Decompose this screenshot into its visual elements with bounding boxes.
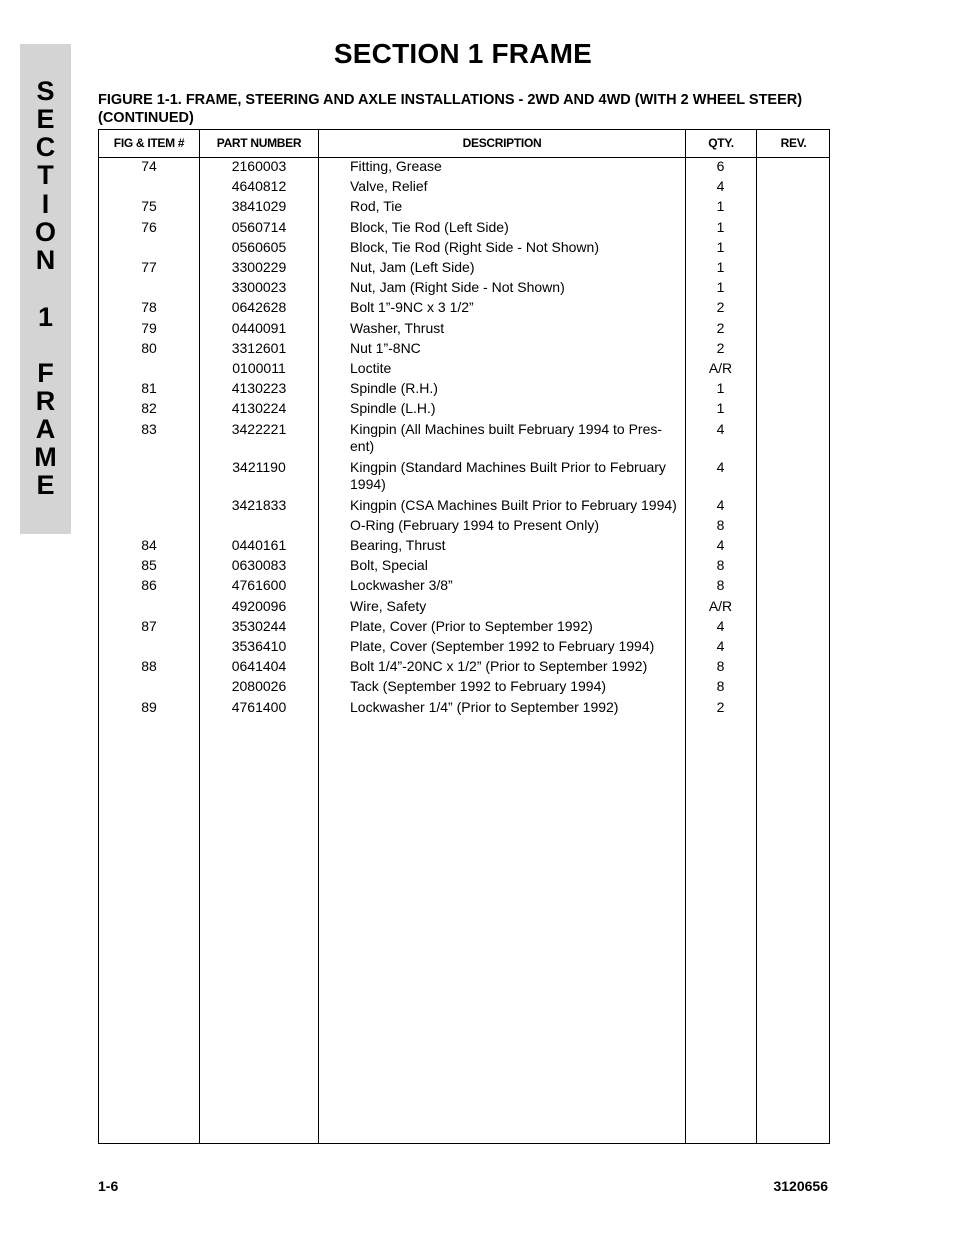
description-cell: Wire, Safety — [350, 597, 427, 614]
fig-item-cell: 78 — [141, 299, 157, 316]
part-number-cell: 4920096 — [231, 597, 287, 614]
part-number-cell: 3536410 — [231, 638, 287, 654]
qty-cell: 4 — [716, 458, 725, 475]
side-tab-letter: N — [35, 245, 56, 275]
side-tab-letter: C — [35, 132, 56, 162]
description-line: Kingpin (Standard Machines Built Prior to February — [350, 458, 666, 475]
description-cell: Bearing, Thrust — [350, 537, 446, 553]
qty-cell: 8 — [716, 678, 725, 695]
part-number-cell: 4761600 — [231, 577, 287, 594]
description-cell: Bolt, Special — [350, 557, 428, 574]
page-title: SECTION 1 FRAME — [333, 38, 593, 69]
qty-cell: 1 — [716, 218, 725, 235]
fig-item-cell: 74 — [141, 158, 157, 174]
description-cell: Nut, Jam (Left Side) — [350, 259, 475, 275]
description-cell: Fitting, Grease — [350, 158, 442, 174]
part-number-cell: 0560714 — [231, 218, 287, 235]
part-number-cell: 0641404 — [231, 658, 287, 675]
qty-cell: 4 — [716, 496, 725, 513]
fig-item-cell: 76 — [141, 218, 157, 235]
description-line: 1994) — [350, 475, 386, 492]
qty-cell: 1 — [716, 259, 725, 275]
part-number-cell: 2160003 — [231, 158, 287, 174]
part-number-cell: 0560605 — [231, 238, 287, 255]
description-cell: Spindle (L.H.) — [350, 400, 436, 417]
fig-item-cell: 86 — [141, 577, 157, 594]
qty-cell: 2 — [716, 339, 725, 356]
fig-item-cell: 80 — [141, 339, 157, 356]
qty-cell: 8 — [716, 516, 725, 533]
part-number-cell: 4761400 — [231, 698, 287, 715]
header-rev: REV. — [780, 136, 807, 150]
side-tab-letter: F — [37, 358, 54, 388]
fig-item-cell: 89 — [141, 698, 157, 715]
column-divider — [318, 130, 319, 1143]
part-number-cell: 4130223 — [231, 380, 287, 397]
part-number-cell: 3312601 — [231, 339, 287, 356]
fig-item-cell: 88 — [141, 658, 157, 675]
qty-cell: 1 — [716, 238, 725, 255]
fig-item-cell: 87 — [141, 617, 157, 634]
description-cell: Bolt 1/4”-20NC x 1/2” (Prior to September 1992) — [350, 658, 648, 675]
part-number-cell: 3421190 — [232, 458, 286, 475]
fig-item-cell: 77 — [141, 259, 157, 275]
description-cell: Valve, Relief — [350, 178, 428, 195]
qty-cell: 4 — [716, 537, 725, 553]
qty-cell: 4 — [716, 420, 725, 437]
header-part-number: PART NUMBER — [216, 136, 302, 150]
description-cell: Washer, Thrust — [350, 319, 445, 336]
description-cell: Block, Tie Rod (Right Side - Not Shown) — [350, 238, 599, 255]
description-cell: Nut 1”-8NC — [350, 339, 421, 356]
fig-item-cell: 85 — [141, 557, 157, 574]
qty-cell: 4 — [716, 617, 725, 634]
qty-cell: 2 — [716, 299, 725, 316]
fig-item-cell: 79 — [141, 319, 157, 336]
figure-title: FIGURE 1-1. FRAME, STEERING AND AXLE INSTALLATIONS - 2WD AND 4WD (WITH 2 WHEEL STEER) (CONTINUED) — [98, 92, 803, 126]
qty-cell: 8 — [716, 577, 725, 594]
description-cell: Loctite — [350, 360, 392, 376]
section-side-tab — [20, 44, 71, 534]
side-tab-letter: A — [35, 414, 56, 444]
qty-cell: 1 — [716, 198, 725, 215]
fig-item-cell: 82 — [141, 400, 157, 417]
qty-cell: 1 — [716, 380, 725, 397]
side-tab-letter: E — [36, 470, 55, 500]
part-number-cell: 0440161 — [231, 537, 287, 553]
description-cell: Spindle (R.H.) — [350, 380, 438, 397]
part-number-cell: 4130224 — [231, 400, 287, 417]
description-cell: Plate, Cover (September 1992 to February 1994) — [350, 638, 655, 654]
qty-cell: 2 — [716, 698, 725, 715]
page-number: 1-6 — [98, 1178, 119, 1194]
side-tab-letter: T — [37, 160, 54, 190]
part-number-cell: 3422221 — [231, 420, 287, 437]
side-tab-letter: R — [35, 386, 56, 416]
description-cell: Lockwasher 3/8” — [350, 577, 453, 594]
qty-cell: 8 — [716, 557, 725, 574]
description-line: Kingpin (All Machines built February 1994 to Pres- — [350, 420, 663, 437]
part-number-cell: 3530244 — [231, 617, 287, 634]
description-cell: Bolt 1”-9NC x 3 1/2” — [350, 299, 474, 316]
side-tab-letter: I — [41, 189, 50, 219]
part-number-cell: 3421833 — [231, 496, 287, 513]
description-cell: Rod, Tie — [350, 198, 403, 215]
part-number-cell: 0630083 — [231, 557, 287, 574]
part-number-cell: 0642628 — [231, 299, 287, 316]
part-number-cell: 3300229 — [231, 259, 287, 275]
description-cell — [350, 421, 685, 455]
header-description: DESCRIPTION — [462, 136, 542, 150]
qty-cell: 4 — [716, 178, 725, 195]
qty-cell: 2 — [716, 319, 725, 336]
parts-table — [98, 129, 830, 1144]
description-cell: O-Ring (February 1994 to Present Only) — [350, 516, 599, 533]
qty-cell: 6 — [716, 158, 725, 174]
description-cell: Kingpin (CSA Machines Built Prior to February 1994) — [350, 496, 677, 513]
description-cell: Tack (September 1992 to February 1994) — [350, 678, 607, 695]
column-divider — [756, 130, 757, 1143]
part-number-cell: 4640812 — [231, 178, 287, 195]
description-cell: Lockwasher 1/4” (Prior to September 1992) — [350, 698, 619, 715]
side-tab-letter: S — [36, 76, 55, 106]
fig-item-cell: 83 — [141, 420, 157, 437]
side-tab-letter: E — [36, 104, 55, 134]
side-tab-letter: O — [34, 217, 56, 247]
table-header — [99, 130, 829, 158]
fig-item-cell: 75 — [141, 198, 157, 215]
side-tab-letter: 1 — [37, 302, 54, 332]
qty-cell: 8 — [716, 658, 725, 675]
qty-cell: 4 — [716, 638, 725, 654]
description-cell — [350, 459, 685, 493]
part-number-cell: 0440091 — [231, 319, 287, 336]
part-number-cell: 0100011 — [232, 360, 286, 376]
fig-item-cell: 81 — [141, 380, 157, 397]
header-fig-item: FIG & ITEM # — [113, 136, 185, 150]
description-line: ent) — [350, 437, 375, 454]
header-qty: QTY. — [708, 136, 734, 150]
description-cell: Plate, Cover (Prior to September 1992) — [350, 617, 593, 634]
qty-cell: A/R — [708, 597, 733, 614]
document-number: 3120656 — [773, 1178, 828, 1194]
fig-item-cell: 84 — [141, 537, 157, 553]
part-number-cell: 3841029 — [231, 198, 287, 215]
part-number-cell: 2080026 — [231, 678, 287, 695]
qty-cell: A/R — [708, 360, 733, 376]
part-number-cell: 3300023 — [231, 279, 287, 296]
side-tab-letter: M — [34, 442, 57, 472]
description-cell: Block, Tie Rod (Left Side) — [350, 218, 509, 235]
description-cell: Nut, Jam (Right Side - Not Shown) — [350, 279, 565, 296]
qty-cell: 1 — [716, 279, 725, 296]
qty-cell: 1 — [716, 400, 725, 417]
